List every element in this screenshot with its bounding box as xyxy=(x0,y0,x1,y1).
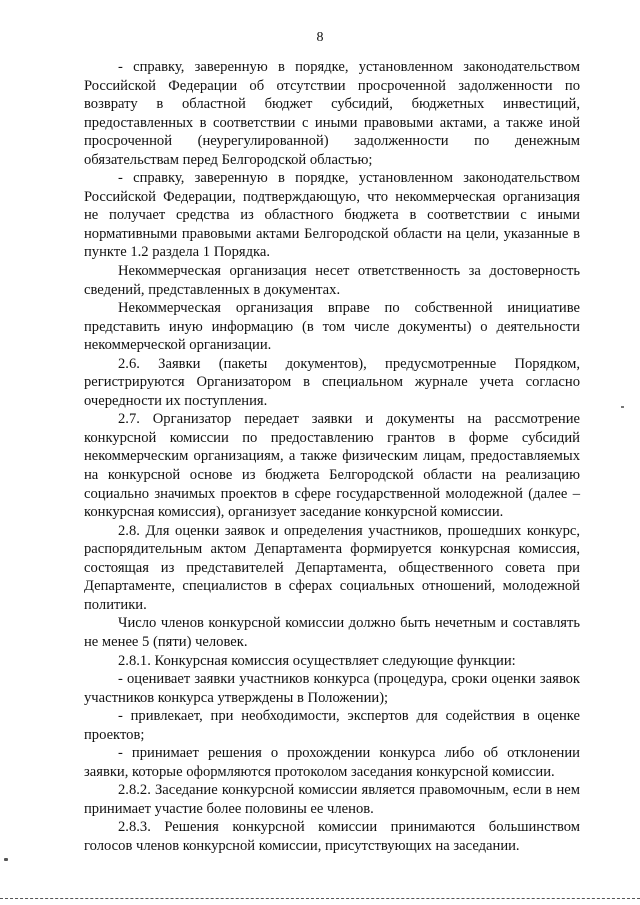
paragraph-certificate-no-debt: - справку, заверенную в порядке, установленном законодательством Российской Федерации об отсутствии просроченной задолженности по возврату в областной бюджет субсидий, бюджетных инвестиций, предоставленных в соответствии с иными правовыми актами, а также иной просроченной (неурегулированной) задолженности по денежным обязательствам перед Белгородской областью; xyxy=(84,59,580,168)
paragraph-2-7: 2.7. Организатор передает заявки и документы на рассмотрение конкурсной комиссии по предоставлению грантов в форме субсидий некоммерческим организациям, а также физическим лицам, предоставляемых на конкурсной основе из бюджета Белгородской области на реализацию социально значимых проектов в сфере государственной молодежной (далее – конкурсная комиссия), организует заседание конкурсной комиссии. xyxy=(84,411,580,521)
document-body xyxy=(84,58,580,856)
paragraph-responsibility: Некоммерческая организация несет ответственность за достоверность сведений, представленных в документах. xyxy=(84,263,580,298)
page-number: 8 xyxy=(316,30,324,45)
paragraph-additional-info: Некоммерческая организация вправе по собственной инициативе представить иную информацию (в том числе документы) о деятельности некоммерческой организации. xyxy=(84,300,580,354)
paragraph-2-6: 2.6. Заявки (пакеты документов), предусмотренные Порядком, регистрируются Организатором в специальном журнале учета согласно очередности их поступления. xyxy=(84,355,580,409)
paragraph-2-8-3: 2.8.3. Решения конкурсной комиссии принимаются большинством голосов членов конкурсной комиссии, присутствующих на заседании. xyxy=(84,819,580,854)
paragraph-2-8: 2.8. Для оценки заявок и определения участников, прошедших конкурс, распорядительным актом Департамента формируется конкурсная комиссия, состоящая из представителей Департамента, общественного совета при Департаменте, специалистов в сферах социальных отношений, молодежной политики. xyxy=(84,522,580,613)
paragraph-commission-size: Число членов конкурсной комиссии должно быть нечетным и составлять не менее 5 (пяти) человек. xyxy=(84,615,580,650)
scan-edge-line xyxy=(0,898,640,899)
paragraph-2-8-2: 2.8.2. Заседание конкурсной комиссии является правомочным, если в нем принимает участие более половины ее членов. xyxy=(84,782,580,817)
paragraph-function-experts: - привлекает, при необходимости, экспертов для содействия в оценке проектов; xyxy=(84,708,580,743)
scan-speck xyxy=(621,406,624,408)
paragraph-certificate-no-funds: - справку, заверенную в порядке, установленном законодательством Российской Федерации, подтверждающую, что некоммерческая организация не получает средства из областного бюджета в соответствии с иными нормативными правовыми актами Белгородской области на цели, указанные в пункте 1.2 раздела 1 Порядка. xyxy=(84,170,580,261)
paragraph-2-8-1: 2.8.1. Конкурсная комиссия осуществляет следующие функции: xyxy=(118,652,516,669)
paragraph-function-evaluate: - оценивает заявки участников конкурса (процедура, сроки оценки заявок участников конкурса утверждены в Положении); xyxy=(84,671,580,706)
scan-speck xyxy=(4,858,8,861)
paragraph-function-decide: - принимает решения о прохождении конкурса либо об отклонении заявки, которые оформляются протоколом заседания конкурсной комиссии. xyxy=(84,745,580,780)
